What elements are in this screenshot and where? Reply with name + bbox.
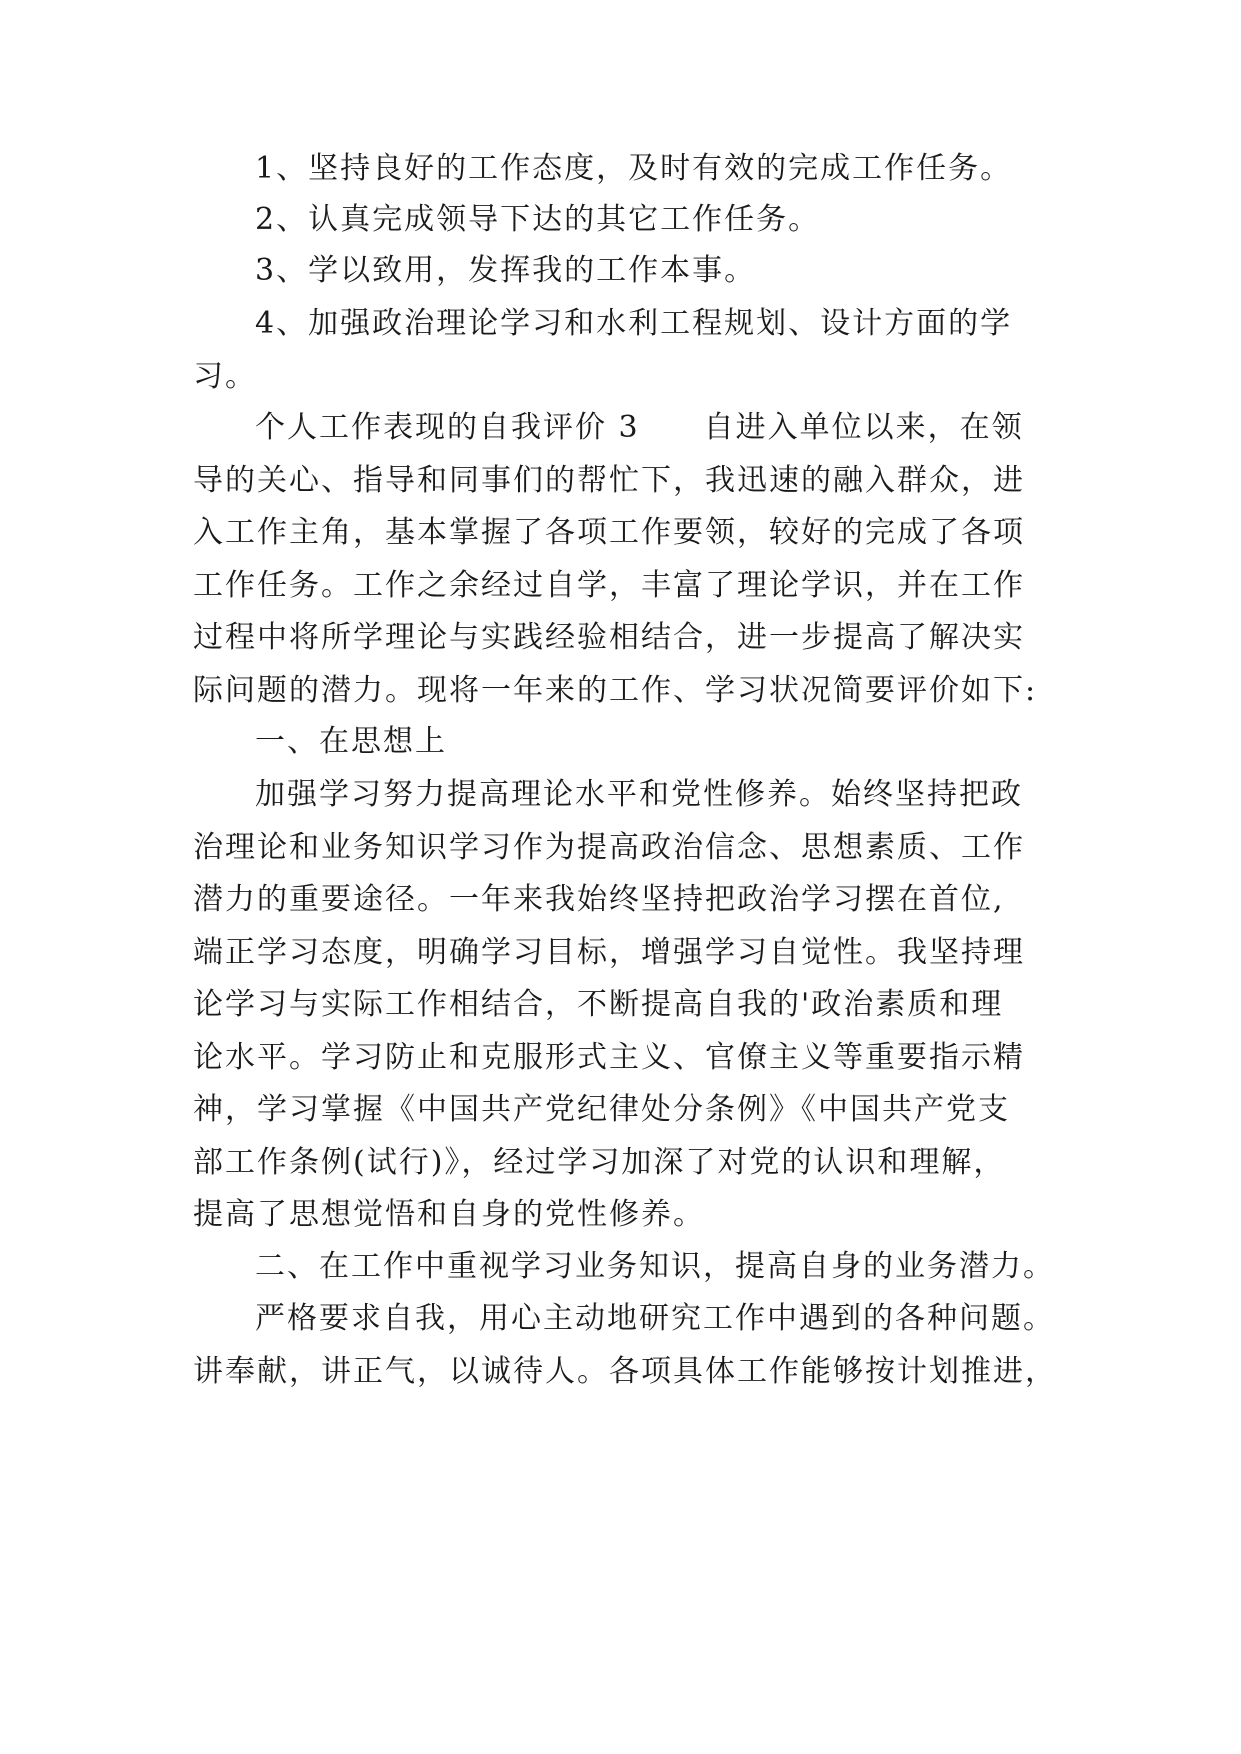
paragraph-line: 提高了思想觉悟和自身的党性修养。: [193, 1197, 705, 1232]
paragraph-line: 2、认真完成领导下达的其它工作任务。: [255, 202, 821, 237]
paragraph-line: 论学习与实际工作相结合，不断提高自我的'政治素质和理: [193, 987, 1004, 1022]
paragraph-line: 过程中将所学理论与实践经验相结合，进一步提高了解决实: [193, 620, 1025, 655]
paragraph-line: 导的关心、指导和同事们的帮忙下，我迅速的融入群众，进: [193, 463, 1025, 498]
paragraph-line: 个人工作表现的自我评价 3 自进入单位以来，在领: [255, 410, 1024, 445]
paragraph-line: 4、加强政治理论学习和水利工程规划、设计方面的学: [255, 306, 1013, 341]
paragraph-line: 3、学以致用，发挥我的工作本事。: [255, 253, 757, 288]
paragraph-line: 际问题的潜力。现将一年来的工作、学习状况简要评价如下:: [193, 673, 1038, 708]
paragraph-line: 治理论和业务知识学习作为提高政治信念、思想素质、工作: [193, 830, 1025, 865]
paragraph-line: 加强学习努力提高理论水平和党性修养。始终坚持把政: [255, 777, 1023, 812]
paragraph-line: 1、坚持良好的工作态度，及时有效的完成工作任务。: [255, 151, 1013, 186]
paragraph-line: 潜力的重要途径。一年来我始终坚持把政治学习摆在首位,: [193, 882, 1005, 917]
paragraph-line: 工作任务。工作之余经过自学，丰富了理论学识，并在工作: [193, 568, 1025, 603]
paragraph-line: 严格要求自我，用心主动地研究工作中遇到的各种问题。: [255, 1301, 1055, 1336]
paragraph-line: 部工作条例(试行)》，经过学习加深了对党的认识和理解，: [193, 1145, 1006, 1180]
paragraph-line: 习。: [193, 359, 257, 394]
paragraph-line: 神，学习掌握《中国共产党纪律处分条例》《中国共产党支: [193, 1092, 1010, 1127]
section-heading: 二、在工作中重视学习业务知识，提高自身的业务潜力。: [255, 1249, 1055, 1284]
paragraph-line: 论水平。学习防止和克服形式主义、官僚主义等重要指示精: [193, 1040, 1025, 1075]
paragraph-line: 讲奉献，讲正气，以诚待人。各项具体工作能够按计划推进，: [193, 1354, 1057, 1389]
section-heading: 一、在思想上: [255, 724, 447, 759]
paragraph-line: 端正学习态度，明确学习目标，增强学习自觉性。我坚持理: [193, 935, 1025, 970]
paragraph-line: 入工作主角，基本掌握了各项工作要领，较好的完成了各项: [193, 515, 1025, 550]
